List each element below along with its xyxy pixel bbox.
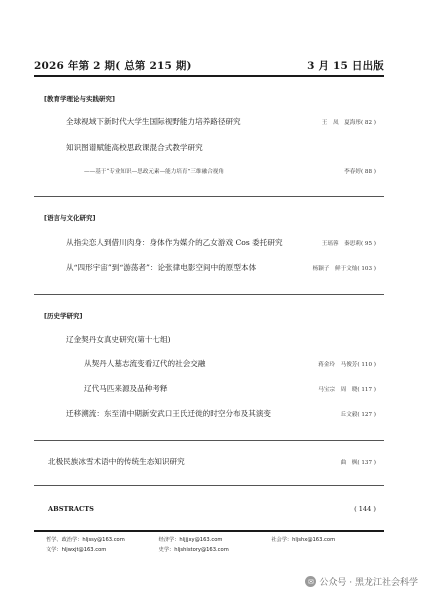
toc-entry[interactable] <box>66 408 376 419</box>
section-divider <box>34 196 384 197</box>
section-heading-education: [教育学理论与实践研究] <box>44 95 115 103</box>
entry-authors: 王瑶蓉 秦思莉( 95 ) <box>321 241 376 247</box>
group-title: 辽金契丹女真史研究(第十七组) <box>66 335 171 344</box>
contact-email: 史学：hljshistory@163.com <box>158 547 229 553</box>
watermark-text: 公众号 · 黑龙江社会科学 <box>319 578 418 588</box>
abstracts-entry[interactable] <box>48 505 376 513</box>
abstracts-label: ABSTRACTS <box>48 505 94 513</box>
section-heading-language: [语言与文化研究] <box>44 214 96 222</box>
entry-title: 从指尖恋人到借川肉身：身体作为媒介的乙女游戏 Cos 委托研究 <box>66 238 283 247</box>
contact-email: 哲学、政治学：hljssy@163.com <box>46 537 125 543</box>
entry-authors: 马宝宗 周 晓( 117 ) <box>318 387 376 393</box>
section-heading-history: [历史学研究] <box>44 312 83 320</box>
entry-authors: 曲 枫( 137 ) <box>340 460 376 466</box>
toc-entry[interactable] <box>84 358 376 369</box>
contact-email: 文学：hljwxjt@163.com <box>46 547 107 553</box>
entry-authors: 王 凤 夏海彤( 82 ) <box>321 120 376 126</box>
contact-email: 社会学：hljshx@163.com <box>271 537 336 543</box>
wechat-icon: ✉ <box>305 576 316 587</box>
entry-authors: 丘文毅( 127 ) <box>340 412 376 418</box>
contact-email: 经济学：hljjjxy@163.com <box>158 537 223 543</box>
abstracts-page: ( 144 ) <box>354 505 376 513</box>
section-divider <box>34 294 384 295</box>
contact-row <box>46 536 384 543</box>
section-divider <box>34 485 384 486</box>
entry-title: 迁移溯流：东至清中期新安武口王氏迁徙的时空分布及其演变 <box>66 409 272 418</box>
entry-title: 辽代马匹来源及品种考释 <box>84 384 168 393</box>
toc-entry[interactable] <box>66 237 376 248</box>
toc-entry[interactable] <box>66 116 376 127</box>
header-rule <box>34 75 384 77</box>
issue-header <box>34 58 384 73</box>
entry-subtitle: ——基于“专业知识—思政元素—能力培育”三维融合视角 <box>84 169 224 175</box>
toc-entry[interactable] <box>84 383 376 394</box>
toc-subtitle <box>84 167 376 175</box>
entry-title: 北极民族冰雪术语中的传统生态知识研究 <box>48 457 185 466</box>
entry-authors: 蒋金玲 马俊芳( 110 ) <box>318 362 376 368</box>
section-divider <box>34 440 384 441</box>
toc-entry[interactable]: 知识图谱赋能高校思政课混合式教学研究 <box>66 143 203 152</box>
issue-date: 3 月 15 日出版 <box>307 60 384 72</box>
toc-entry[interactable] <box>66 262 376 273</box>
issue-number: 2026 年第 2 期( 总第 215 期) <box>34 60 192 72</box>
entry-authors: 杨颖子 鲜于文灿( 103 ) <box>312 266 376 272</box>
toc-entry[interactable] <box>48 456 376 467</box>
entry-title: 全球视域下新时代大学生国际视野能力培养路径研究 <box>66 117 241 126</box>
entry-title: 从契丹人墓志流变看辽代的社会交融 <box>84 359 206 368</box>
watermark <box>305 575 418 588</box>
contact-row <box>46 546 384 553</box>
entry-authors: 李春婷( 88 ) <box>344 169 376 175</box>
entry-title: 从“四形宇宙”到“游荡者”：论张律电影空间中的原型本体 <box>66 263 257 272</box>
footer-rule <box>34 530 384 532</box>
